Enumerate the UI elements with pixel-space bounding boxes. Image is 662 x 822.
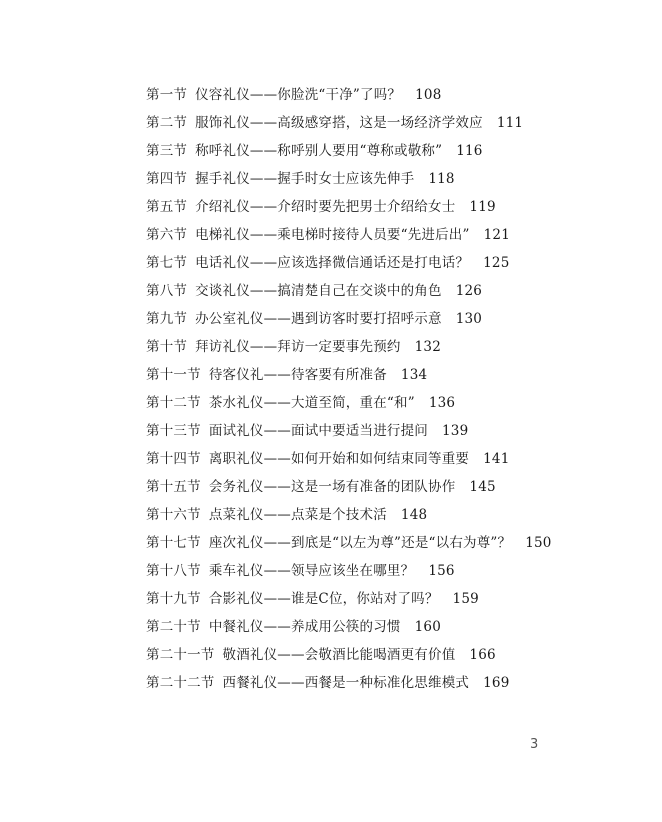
toc-section-number: 第十八节: [146, 563, 201, 579]
toc-page-reference: 169: [483, 675, 510, 691]
toc-entry: [146, 141, 552, 169]
toc-section-number: 第二十一节: [146, 647, 215, 663]
toc-page-reference: 136: [428, 395, 456, 411]
toc-section-title: 敬酒礼仪——会敬酒比能喝酒更有价值: [222, 647, 456, 663]
toc-entry: [146, 85, 552, 113]
toc-entry: [146, 309, 552, 337]
toc-entry: [146, 197, 552, 225]
toc-entry: [146, 393, 552, 421]
toc-section-number: 第十一节: [146, 367, 201, 383]
toc-entry: [146, 477, 552, 505]
toc-page-reference: 132: [414, 339, 441, 355]
toc-section-title: 点菜礼仪——点菜是个技术活: [208, 507, 387, 523]
toc-page-reference: 148: [400, 507, 428, 523]
toc-page-reference: 108: [415, 87, 442, 103]
toc-section-number: 第七节: [146, 255, 188, 271]
toc-page-reference: 139: [442, 423, 469, 439]
toc-entry: [146, 281, 552, 309]
toc-entry: [146, 113, 552, 141]
toc-section-title: 拜访礼仪——拜访一定要事先预约: [195, 339, 401, 355]
toc-section-number: 第四节: [146, 171, 188, 187]
toc-entry: [146, 253, 552, 281]
toc-section-number: 第十节: [146, 339, 188, 355]
toc-section-title: 座次礼仪——到底是“以左为尊”还是“以右为尊”？: [208, 535, 512, 551]
toc-page-reference: 121: [483, 227, 510, 243]
page-number: 3: [530, 737, 539, 752]
table-of-contents: [146, 85, 552, 701]
toc-section-title: 西餐礼仪——西餐是一种标准化思维模式: [222, 675, 470, 691]
toc-section-number: 第三节: [146, 143, 188, 159]
toc-section-number: 第十九节: [146, 591, 201, 607]
toc-section-number: 第五节: [146, 199, 188, 215]
toc-section-title: 握手礼仪——握手时女士应该先伸手: [195, 171, 415, 187]
toc-section-title: 服饰礼仪——高级感穿搭，这是一场经济学效应: [195, 115, 483, 131]
toc-page-reference: 141: [483, 451, 510, 467]
toc-section-number: 第二节: [146, 115, 188, 131]
toc-entry: [146, 561, 552, 589]
toc-section-title: 介绍礼仪——介绍时要先把男士介绍给女士: [195, 199, 456, 215]
toc-page-reference: 130: [455, 311, 483, 327]
toc-entry: [146, 365, 552, 393]
toc-section-title: 会务礼仪——这是一场有准备的团队协作: [208, 479, 456, 495]
toc-section-number: 第一节: [146, 87, 188, 103]
toc-entry: [146, 673, 552, 701]
toc-section-number: 第十三节: [146, 423, 201, 439]
toc-entry: [146, 533, 552, 561]
toc-section-number: 第十七节: [146, 535, 201, 551]
toc-section-title: 仪容礼仪——你脸洗“干净”了吗？: [195, 87, 402, 103]
toc-entry: [146, 337, 552, 365]
toc-entry: [146, 589, 552, 617]
toc-section-number: 第九节: [146, 311, 188, 327]
toc-entry: [146, 645, 552, 673]
toc-section-title: 电话礼仪——应该选择微信通话还是打电话？: [195, 255, 470, 271]
toc-page-reference: 145: [469, 479, 496, 495]
toc-entry: [146, 449, 552, 477]
toc-page-reference: 166: [469, 647, 496, 663]
toc-section-number: 第十六节: [146, 507, 201, 523]
toc-section-title: 办公室礼仪——遇到访客时要打招呼示意: [195, 311, 442, 327]
toc-section-title: 离职礼仪——如何开始和如何结束同等重要: [208, 451, 470, 467]
toc-section-number: 第十五节: [146, 479, 201, 495]
toc-entry: [146, 421, 552, 449]
toc-section-title: 茶水礼仪——大道至简，重在“和”: [208, 395, 415, 411]
toc-section-title: 合影礼仪——谁是C位，你站对了吗？: [208, 591, 439, 607]
toc-section-number: 第六节: [146, 227, 188, 243]
toc-entry: [146, 169, 552, 197]
toc-page-reference: 150: [525, 535, 552, 551]
toc-section-title: 交谈礼仪——搞清楚自己在交谈中的角色: [195, 283, 442, 299]
toc-section-number: 第十四节: [146, 451, 201, 467]
toc-entry: [146, 505, 552, 533]
toc-page-reference: 159: [452, 591, 479, 607]
toc-section-title: 乘车礼仪——领导应该坐在哪里？: [208, 563, 415, 579]
toc-section-title: 电梯礼仪——乘电梯时接待人员要“先进后出”: [195, 227, 470, 243]
toc-section-number: 第二十二节: [146, 675, 215, 691]
toc-section-title: 称呼礼仪——称呼别人要用“尊称或敬称”: [195, 143, 443, 159]
toc-page-reference: 116: [456, 143, 483, 159]
toc-page-reference: 125: [483, 255, 510, 271]
toc-section-title: 中餐礼仪——养成用公筷的习惯: [208, 619, 401, 635]
toc-page-reference: 160: [414, 619, 441, 635]
toc-entry: [146, 617, 552, 645]
toc-section-number: 第二十节: [146, 619, 201, 635]
toc-section-number: 第十二节: [146, 395, 201, 411]
toc-section-title: 面试礼仪——面试中要适当进行提问: [208, 423, 429, 439]
toc-section-title: 待客仪礼——待客要有所准备: [208, 367, 387, 383]
toc-page-reference: 111: [496, 115, 524, 131]
toc-page-reference: 126: [455, 283, 483, 299]
toc-page-reference: 119: [469, 199, 496, 215]
toc-entry: [146, 225, 552, 253]
toc-page-reference: 118: [428, 171, 455, 187]
toc-page-reference: 156: [428, 563, 455, 579]
toc-section-number: 第八节: [146, 283, 188, 299]
toc-page-reference: 134: [400, 367, 428, 383]
